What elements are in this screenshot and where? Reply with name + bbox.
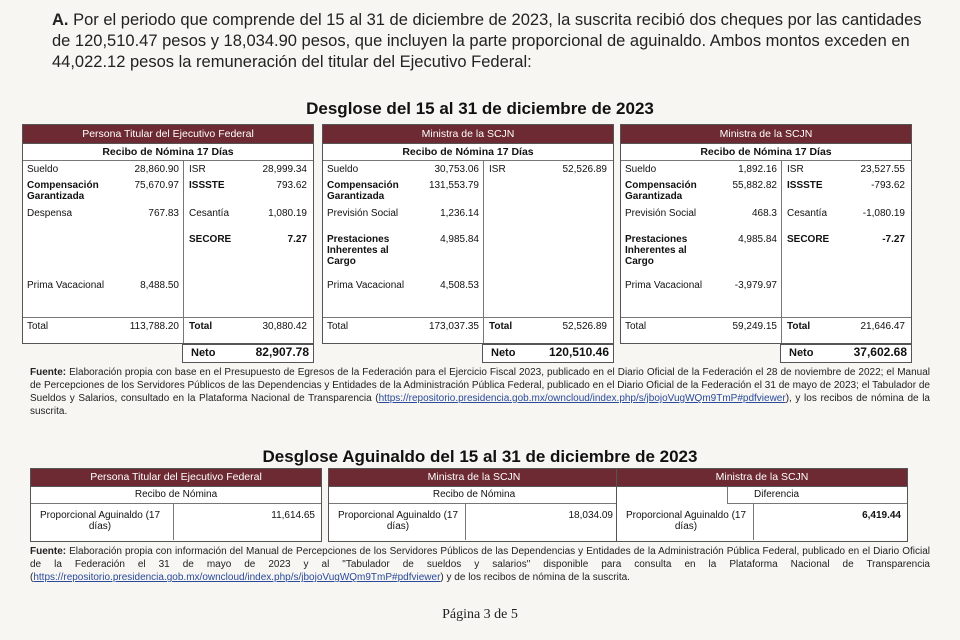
total-value: 30,880.42	[262, 321, 307, 332]
row-label: ISR	[189, 164, 206, 175]
row-value: 4,985.84	[440, 234, 479, 245]
desglose-source	[30, 366, 930, 418]
source-text: Elaboración propia con base en el Presupuesto de Egresos de la Federación para el Ejercicio Fiscal 2023, publicado en el Diario Oficial de la Federación el 28 de noviembre de 2022; el Manual de Percepciones de los Servidores Públicos de las Dependencias y Entidades de la Administración Pública Federal, publicado en el Diario Oficial de la Federación el 31 de mayo de 2023; el Tabulador de Sueldos y Salarios, consultado en la Plataforma Nacional de Transparencia (	[30, 367, 930, 404]
table-header: Persona Titular del Ejecutivo Federal	[23, 125, 313, 144]
row-label: ISR	[787, 164, 804, 175]
row-label: Cesantía	[189, 208, 230, 219]
source-tail: ), y los recibos de nómina de la suscrita.	[30, 393, 930, 417]
aguinaldo-table	[616, 468, 908, 542]
row-label: SECORE	[787, 234, 830, 245]
row-value: 1,080.19	[268, 208, 307, 219]
payroll-table	[620, 124, 912, 344]
row-label: Compensación Garantizada	[27, 180, 99, 202]
row-label: Compensación Garantizada	[625, 180, 697, 202]
row-label: Compensación Garantizada	[327, 180, 399, 202]
row-value: 75,670.97	[134, 180, 179, 191]
neto-label: Neto	[789, 347, 814, 359]
total-value: 173,037.35	[428, 321, 479, 332]
row-value: 18,034.09	[568, 510, 613, 521]
source-tail: ) y de los recibos de nómina de la suscrita.	[440, 572, 630, 583]
table-body	[617, 504, 907, 540]
table-subheader: Recibo de Nómina	[329, 487, 619, 504]
row-value: -1,080.19	[862, 208, 905, 219]
total-value: 113,788.20	[129, 321, 179, 332]
column-divider	[183, 161, 184, 343]
row-label: Proporcional Aguinaldo (17 días)	[337, 510, 459, 532]
row-label: Proporcional Aguinaldo (17 días)	[39, 510, 161, 532]
row-label: Proporcional Aguinaldo (17 días)	[625, 510, 747, 532]
table-body	[621, 161, 911, 343]
row-value: 55,882.82	[732, 180, 777, 191]
row-value: 793.62	[276, 180, 307, 191]
table-header: Ministra de la SCJN	[621, 125, 911, 144]
row-value: 28,860.90	[134, 164, 179, 175]
aguinaldo-title: Desglose Aguinaldo del 15 al 31 de diciembre de 2023	[262, 447, 698, 466]
payroll-table	[22, 124, 314, 344]
row-value: 8,488.50	[140, 280, 179, 291]
neto-value: 82,907.78	[255, 345, 309, 359]
row-label: Previsión Social	[625, 208, 697, 219]
table-header: Ministra de la SCJN	[323, 125, 613, 144]
row-value: 11,614.65	[271, 510, 315, 521]
total-label: Total	[27, 321, 49, 332]
row-value: 52,526.89	[562, 164, 607, 175]
source-label: Fuente:	[30, 367, 67, 378]
total-label: Total	[189, 321, 213, 332]
row-label: Sueldo	[327, 164, 359, 175]
row-value: 468.3	[751, 208, 777, 219]
row-label: Despensa	[27, 208, 73, 219]
source-label: Fuente:	[30, 546, 67, 557]
row-label: Previsión Social	[327, 208, 399, 219]
total-divider	[621, 317, 911, 318]
row-label: Prestaciones Inherentes al Cargo	[625, 234, 688, 267]
row-value: -7.27	[882, 234, 905, 245]
row-value: 6,419.44	[862, 510, 901, 521]
row-value: 4,985.84	[738, 234, 777, 245]
column-divider	[465, 504, 466, 540]
row-value: 1,236.14	[440, 208, 479, 219]
row-value: 131,553.79	[428, 180, 479, 191]
row-label: ISSSTE	[189, 180, 225, 191]
table-header: Persona Titular del Ejecutivo Federal	[31, 469, 321, 487]
total-label: Total	[787, 321, 811, 332]
aguinaldo-table	[328, 468, 620, 542]
aguinaldo-source	[30, 545, 930, 584]
column-divider	[483, 161, 484, 343]
total-label: Total	[625, 321, 647, 332]
table-header: Ministra de la SCJN	[617, 469, 907, 487]
row-label: Sueldo	[625, 164, 657, 175]
total-label: Total	[327, 321, 349, 332]
desglose-title: Desglose del 15 al 31 de diciembre de 2023	[306, 99, 654, 118]
row-value: 30,753.06	[434, 164, 479, 175]
table-body	[323, 161, 613, 343]
column-divider	[753, 504, 754, 540]
row-label: SECORE	[189, 234, 232, 245]
page-number: Página 3 de 5	[442, 607, 518, 622]
total-label: Total	[489, 321, 513, 332]
row-value: 28,999.34	[262, 164, 307, 175]
row-label: Prima Vacacional	[625, 280, 703, 291]
table-header: Ministra de la SCJN	[329, 469, 619, 487]
row-label: Cesantía	[787, 208, 828, 219]
row-value: -793.62	[871, 180, 905, 191]
column-divider	[173, 504, 174, 540]
column-divider	[781, 161, 782, 343]
table-body	[31, 504, 321, 540]
row-label: Prima Vacacional	[327, 280, 405, 291]
row-value: 767.83	[148, 208, 179, 219]
intro-paragraph	[52, 10, 922, 73]
row-value: 1,892.16	[738, 164, 777, 175]
total-divider	[323, 317, 613, 318]
row-value: 4,508.53	[440, 280, 479, 291]
table-subheader: Diferencia	[727, 487, 907, 504]
table-body	[329, 504, 619, 540]
source-link[interactable]: https://repositorio.presidencia.gob.mx/owncloud/index.php/s/jbojoVugWQm9TmP#pdfviewer	[33, 572, 441, 583]
payroll-table	[322, 124, 614, 344]
row-label: ISSSTE	[787, 180, 823, 191]
row-value: -3,979.97	[734, 280, 777, 291]
neto-row	[482, 344, 614, 363]
neto-row	[182, 344, 314, 363]
total-value: 52,526.89	[562, 321, 607, 332]
total-value: 59,249.15	[732, 321, 777, 332]
aguinaldo-table	[30, 468, 322, 542]
row-label: ISR	[489, 164, 506, 175]
row-value: 23,527.55	[860, 164, 905, 175]
table-subheader: Recibo de Nómina 17 Días	[621, 144, 911, 161]
intro-letter: A.	[52, 11, 69, 29]
table-subheader: Recibo de Nómina 17 Días	[23, 144, 313, 161]
row-label: Prima Vacacional	[27, 280, 105, 291]
intro-text: Por el periodo que comprende del 15 al 31 de diciembre de 2023, la suscrita recibió dos cheques por las cantidades de 120,510.47 pesos y 18,034.90 pesos, que incluyen la parte proporcional de aguinaldo. Ambos montos exceden en 44,022.12 pesos la remuneración del titular del Ejecutivo Federal:	[52, 11, 922, 71]
table-body	[23, 161, 313, 343]
neto-label: Neto	[491, 347, 516, 359]
total-divider	[23, 317, 313, 318]
neto-value: 37,602.68	[853, 345, 907, 359]
total-value: 21,646.47	[860, 321, 905, 332]
row-label: Prestaciones Inherentes al Cargo	[327, 234, 390, 267]
source-link[interactable]: https://repositorio.presidencia.gob.mx/owncloud/index.php/s/jbojoVugWQm9TmP#pdfviewer	[378, 393, 786, 404]
source-text: Elaboración propia con información del Manual de Percepciones de los Servidores Públicos de las Dependencias y Entidades de la Administración Pública Federal, publicado en el Diario Oficial de la Federación el 31 de mayo de 2023 y al "Tabulador de sueldos y salarios" disponible para consulta en la Plataforma Nacional de Transparencia (	[30, 546, 931, 583]
neto-row	[780, 344, 912, 363]
neto-value: 120,510.46	[548, 345, 609, 359]
table-subheader: Recibo de Nómina 17 Días	[323, 144, 613, 161]
neto-label: Neto	[191, 347, 216, 359]
row-value: 7.27	[287, 234, 307, 245]
table-subheader: Recibo de Nómina	[31, 487, 321, 504]
row-label: Sueldo	[27, 164, 59, 175]
